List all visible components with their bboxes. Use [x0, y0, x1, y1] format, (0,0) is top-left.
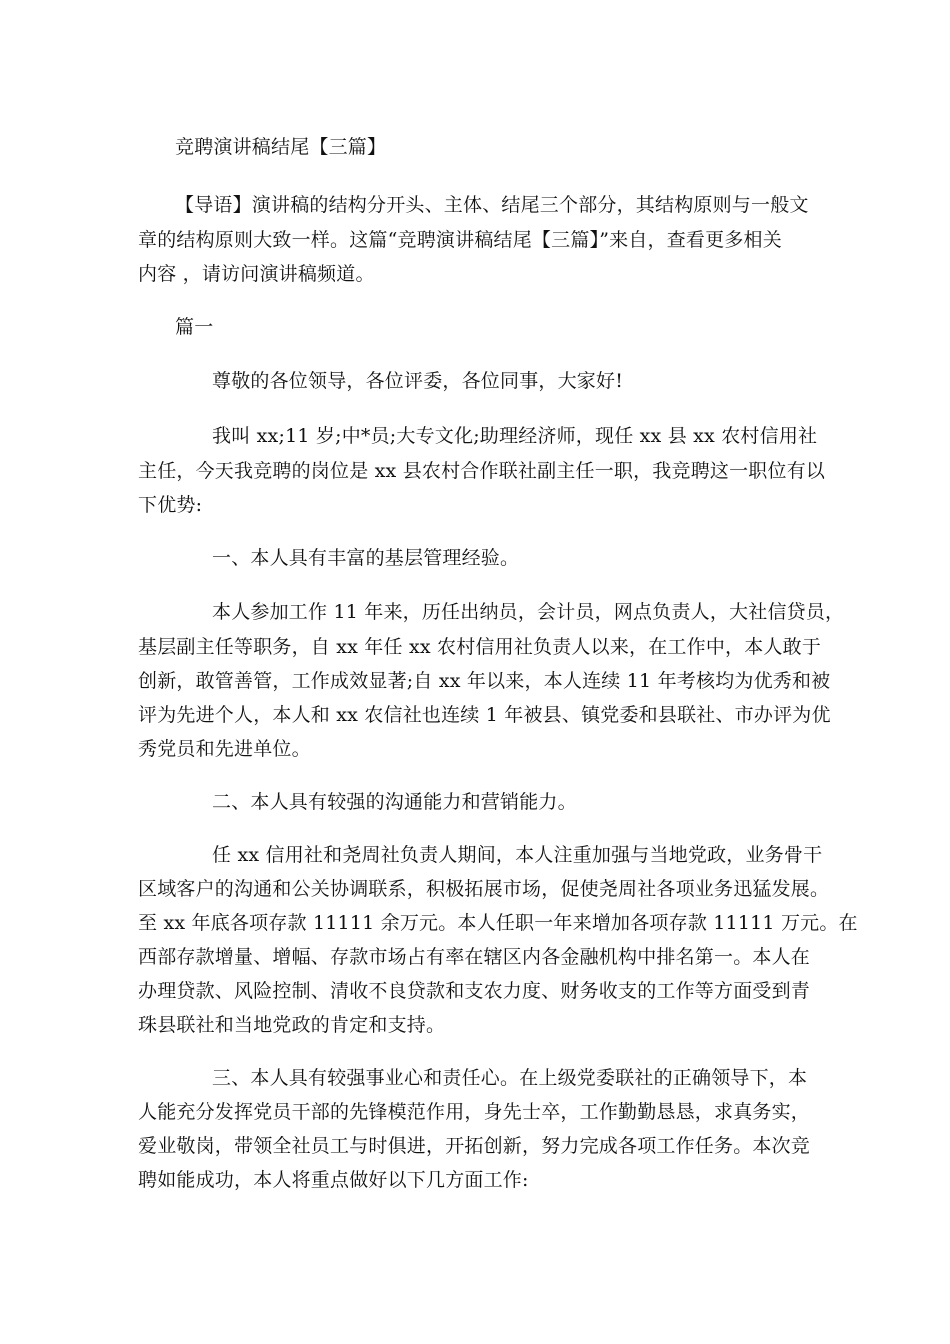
point2-line-3: 至 xx 年底各项存款 11111 余万元。本人任职一年来增加各项存款 11111 万元。在: [138, 912, 858, 934]
point1-line-5: 秀党员和先进单位。: [138, 738, 311, 760]
point3-line-4: 聘如能成功，本人将重点做好以下几方面工作:: [138, 1169, 529, 1191]
point2-line-2: 区域客户的沟通和公关协调联系，积极拓展市场，促使尧周社各项业务迅猛发展。: [138, 878, 830, 900]
self-intro-line-1: 我叫 xx;11 岁;中*员;大专文化;助理经济师，现任 xx 县 xx 农村信用社: [212, 425, 818, 447]
point3-line-2: 人能充分发挥党员干部的先锋模范作用，身先士卒，工作勤勤恳恳，求真务实，: [138, 1101, 811, 1123]
intro-line-1: 【导语】演讲稿的结构分开头、主体、结尾三个部分，其结构原则与一般文: [175, 194, 809, 216]
point2-line-5: 办理贷款、风险控制、清收不良贷款和支农力度、财务收支的工作等方面受到青: [138, 980, 811, 1002]
self-intro-line-3: 下优势:: [138, 494, 203, 516]
point1-line-2: 基层副主任等职务，自 xx 年任 xx 农村信用社负责人以来，在工作中，本人敢于: [138, 636, 822, 658]
point1-line-1: 本人参加工作 11 年来，历任出纳员，会计员，网点负责人，大社信贷员，: [212, 601, 845, 623]
intro-line-3: 内容 ，请访问演讲稿频道。: [138, 263, 375, 285]
intro-line-2: 章的结构原则大致一样。这篇“竞聘演讲稿结尾【三篇】”来自，查看更多相关: [138, 229, 782, 251]
point1-line-3: 创新，敢管善管，工作成效显著;自 xx 年以来，本人连续 11 年考核均为优秀和被: [138, 670, 831, 692]
point2-line-1: 任 xx 信用社和尧周社负责人期间，本人注重加强与当地党政，业务骨干: [212, 844, 823, 866]
point2-heading: 二、本人具有较强的沟通能力和营销能力。: [212, 791, 577, 813]
point1-line-4: 评为先进个人，本人和 xx 农信社也连续 1 年被县、镇党委和县联社、市办评为优: [138, 704, 831, 726]
point2-line-4: 西部存款增量、增幅、存款市场占有率在辖区内各金融机构中排名第一。本人在: [138, 946, 811, 968]
point2-line-6: 珠县联社和当地党政的肯定和支持。: [138, 1014, 446, 1036]
document-title: 竞聘演讲稿结尾【三篇】: [175, 136, 387, 158]
point1-heading: 一、本人具有丰富的基层管理经验。: [212, 547, 520, 569]
point3-line-3: 爱业敬岗，带领全社员工与时俱进，开拓创新，努力完成各项工作任务。本次竞: [138, 1135, 811, 1157]
greeting: 尊敬的各位领导，各位评委，各位同事，大家好!: [212, 370, 624, 392]
self-intro-line-2: 主任，今天我竞聘的岗位是 xx 县农村合作联社副主任一职，我竞聘这一职位有以: [138, 460, 826, 482]
section-label: 篇一: [175, 316, 214, 338]
point3-line-1: 三、本人具有较强事业心和责任心。在上级党委联社的正确领导下，本: [212, 1067, 808, 1089]
